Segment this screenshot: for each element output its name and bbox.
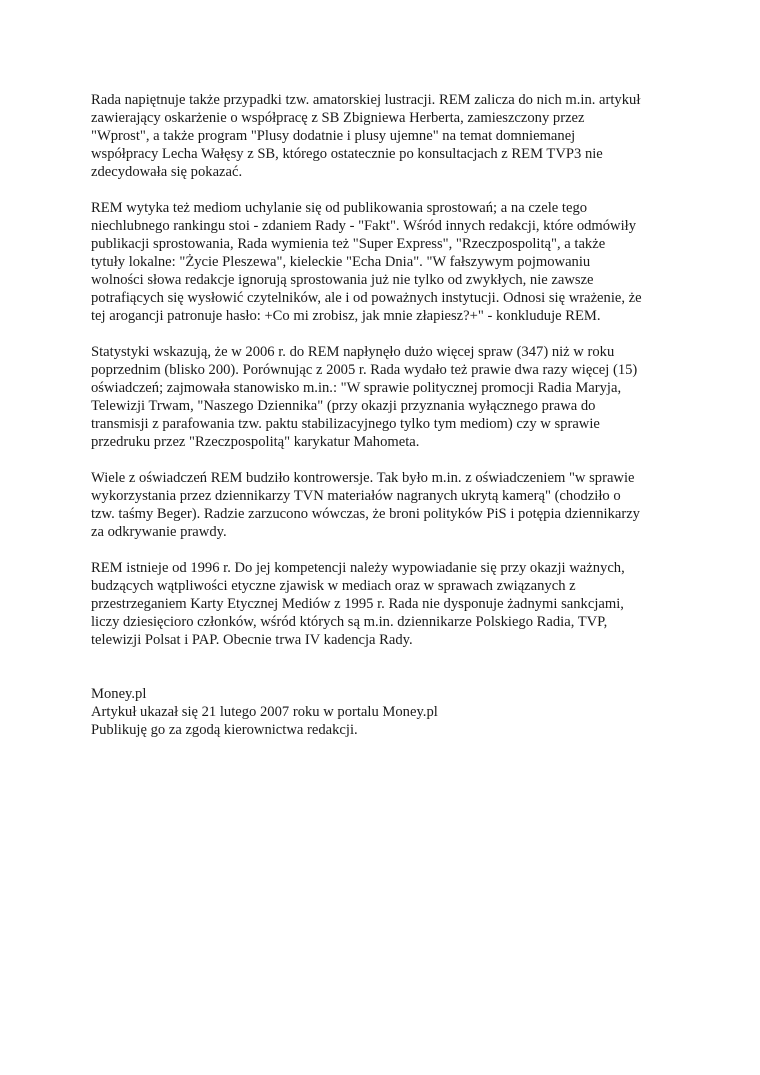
- paragraph-about-rem: [91, 559, 681, 649]
- text-line: przedruku przez "Rzeczpospolitą" karykatur Mahometa.: [91, 434, 420, 450]
- text-line: współpracy Lecha Wałęsy z SB, którego ostatecznie po konsultacjach z REM TVP3 nie: [91, 146, 603, 162]
- text-line: zdecydowała się pokazać.: [91, 164, 243, 180]
- text-line: poprzednim (blisko 200). Porównując z 2005 r. Rada wydało też prawie dwa razy więcej (15): [91, 362, 638, 378]
- text-line: REM istnieje od 1996 r. Do jej kompetencji należy wypowiadanie się przy okazji ważnych,: [91, 560, 625, 576]
- text-line: Telewizji Trwam, "Naszego Dziennika" (przy okazji przyznania wyłącznego prawa do: [91, 398, 596, 414]
- text-line: zawierający oskarżenie o współpracę z SB Zbigniewa Herberta, zamieszczony przez: [91, 110, 585, 126]
- text-line: "Wprost", a także program "Plusy dodatnie i plusy ujemne" na temat domniemanej: [91, 128, 576, 144]
- text-line: przestrzeganiem Karty Etycznej Mediów z 1995 r. Rada nie dysponuje żadnymi sankcjami,: [91, 596, 624, 612]
- paragraph-statistics: [91, 343, 681, 451]
- text-line: oświadczeń; zajmowała stanowisko m.in.: "W sprawie politycznej promocji Radia Maryja,: [91, 380, 622, 396]
- text-line: tytuły lokalne: "Życie Pleszewa", kieleckie "Echa Dnia". "W fałszywym pojmowaniu: [91, 254, 591, 270]
- text-line: liczy dziesięcioro członków, wśród których są m.in. dziennikarze Polskiego Radia, TVP,: [91, 614, 608, 630]
- text-line: telewizji Polsat i PAP. Obecnie trwa IV kadencja Rady.: [91, 632, 413, 648]
- article-footer: [91, 685, 681, 739]
- text-line: Rada napiętnuje także przypadki tzw. amatorskiej lustracji. REM zalicza do nich m.in. artykuł: [91, 92, 641, 108]
- text-line: transmisji z parafowania tzw. paktu stabilizacyjnego tylko tym mediom) czy w sprawie: [91, 416, 600, 432]
- text-line: za odkrywanie prawdy.: [91, 524, 227, 540]
- article-body: [91, 91, 681, 739]
- text-line: wykorzystania przez dziennikarzy TVN materiałów nagranych ukrytą kamerą" (chodziło o: [91, 488, 621, 504]
- publication-note: Artykuł ukazał się 21 lutego 2007 roku w portalu Money.pl: [91, 704, 438, 720]
- text-line: REM wytyka też mediom uchylanie się od publikowania sprostowań; a na czele tego: [91, 200, 588, 216]
- text-line: publikacji sprostowania, Rada wymienia też "Super Express", "Rzeczpospolitą", a także: [91, 236, 606, 252]
- text-line: niechlubnego rankingu stoi - zdaniem Rady - "Fakt". Wśród innych redakcji, które odmówiły: [91, 218, 637, 234]
- text-line: Wiele z oświadczeń REM budziło kontrowersje. Tak było m.in. z oświadczeniem "w sprawie: [91, 470, 635, 486]
- text-line: budzących wątpliwości etyczne zjawisk w mediach oraz w sprawach związanych z: [91, 578, 576, 594]
- text-line: potrafiących się wysłowić czytelników, ale i od poważnych instytucji. Odnosi się wrażenie, że: [91, 290, 642, 306]
- paragraph-lustration: [91, 91, 681, 181]
- paragraph-corrections: [91, 199, 681, 325]
- text-line: tzw. taśmy Beger). Radzie zarzucono wówczas, że broni polityków PiS i potępia dziennikarzy: [91, 506, 640, 522]
- source-name: Money.pl: [91, 686, 147, 702]
- text-line: wolności słowa redakcje ignorują sprostowania już nie tylko od zwykłych, nie zawsze: [91, 272, 594, 288]
- permission-note: Publikuję go za zgodą kierownictwa redakcji.: [91, 722, 358, 738]
- paragraph-controversies: [91, 469, 681, 541]
- text-line: Statystyki wskazują, że w 2006 r. do REM napłynęło dużo więcej spraw (347) niż w roku: [91, 344, 615, 360]
- text-line: tej arogancji patronuje hasło: +Co mi zrobisz, jak mnie złapiesz?+" - konkluduje REM.: [91, 308, 601, 324]
